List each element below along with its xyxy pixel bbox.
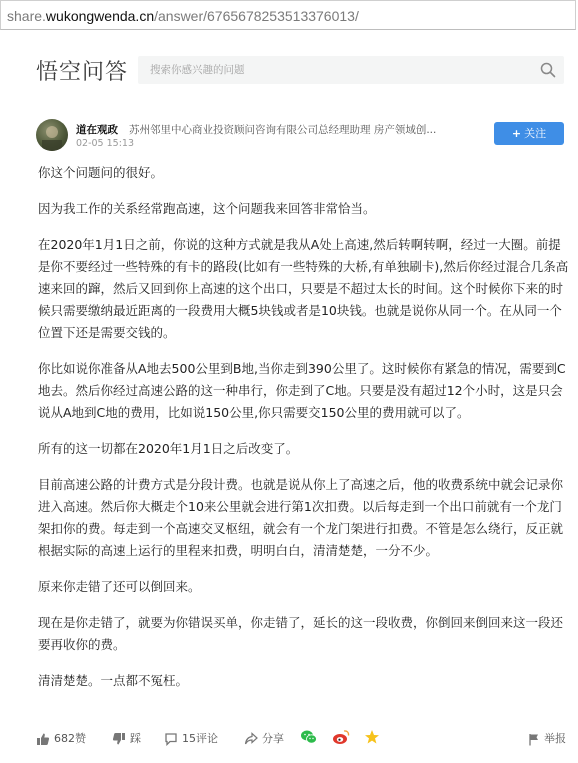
thumbs-down-icon xyxy=(112,732,126,746)
share-wechat-button[interactable] xyxy=(300,729,322,745)
report-label: 举报 xyxy=(544,732,566,745)
url-prefix: share. xyxy=(7,8,46,24)
author-title: 苏州邻里中心商业投资顾问咨询有限公司总经理助理 房产领域创... xyxy=(129,124,437,136)
action-bar xyxy=(36,729,566,749)
answer-paragraph: 你比如说你准备从A地去500公里到B地,当你走到390公里了。这时候你有紧急的情况，需要到C地去。然后你经过高速公路的这一种串行，你走到了C地。只要是没有超过12个小时，这是只会说从A地到C地的费用，比如说150公里,你只需要交150公里的费用就可以了。 xyxy=(38,361,566,420)
answer-paragraph: 目前高速公路的计费方式是分段计费。也就是说从你上了高速之后，他的收费系统中就会记录你进入高速。然后你大概走个10来公里就会进行第1次扣费。以后每走到一个出口前就有一个龙门架扣你的费。每走到一个高速交叉枢纽，就会有一个龙门架进行扣费。不管是怎么绕行，反正就根据实际的高速上运行的里程来扣费，明明白白，清清楚楚，一分不少。 xyxy=(38,477,564,558)
follow-button[interactable] xyxy=(494,122,564,145)
url-domain: wukongwenda.cn xyxy=(45,8,155,24)
share-icon xyxy=(244,732,258,746)
dislike-button[interactable] xyxy=(112,729,141,749)
share-label: 分享 xyxy=(262,732,284,745)
site-logo-text: 悟空问答 xyxy=(36,59,129,85)
qzone-star-icon xyxy=(364,729,380,745)
share-qzone-button[interactable] xyxy=(364,729,384,745)
answer-content xyxy=(38,162,570,706)
answer-paragraph: 所有的这一切都在2020年1月1日之后改变了。 xyxy=(38,441,299,456)
author-name[interactable]: 道在观政 xyxy=(76,124,118,136)
share-weibo-button[interactable] xyxy=(332,729,354,745)
comment-count: 15评论 xyxy=(182,732,218,745)
comment-button[interactable] xyxy=(164,729,218,749)
search-placeholder: 搜索你感兴趣的问题 xyxy=(150,64,245,76)
share-button[interactable] xyxy=(244,729,284,749)
comment-icon xyxy=(164,732,178,746)
report-button[interactable] xyxy=(528,729,566,749)
follow-label: 关注 xyxy=(524,127,547,140)
answer-paragraph: 现在是你走错了，就要为你错误买单，你走错了，延长的这一段收费，你倒回来倒回来这一段还要再收你的费。 xyxy=(38,615,564,652)
like-count: 682赞 xyxy=(54,732,86,745)
search-icon[interactable] xyxy=(540,62,556,78)
search-input[interactable] xyxy=(138,56,564,84)
url-path: /answer/6765678253513376013/ xyxy=(154,8,359,24)
post-date: 02-05 15:13 xyxy=(76,138,135,149)
wechat-icon xyxy=(300,729,318,745)
address-bar[interactable] xyxy=(0,0,576,30)
answer-paragraph: 清清楚楚。一点都不冤枉。 xyxy=(38,673,189,688)
author-avatar[interactable] xyxy=(36,119,68,151)
like-button[interactable] xyxy=(36,729,86,749)
weibo-icon xyxy=(332,729,350,745)
site-logo[interactable] xyxy=(36,55,128,85)
plus-icon: + xyxy=(511,127,522,140)
answer-paragraph: 原来你走错了还可以倒回来。 xyxy=(38,579,201,594)
thumbs-up-icon xyxy=(36,732,50,746)
answer-paragraph: 你这个问题问的很好。 xyxy=(38,165,164,180)
answer-paragraph: 在2020年1月1日之前，你说的这种方式就是我从A处上高速,然后转啊转啊，经过一大圈。前提是你不要经过一些特殊的有卡的路段(比如有一些特殊的大桥,有单独刷卡),然后你经过混合几条高速来回的蹿，然后又回到你上高速的这个出口，只要是不超过太长的时间。这个时候你下来的时候只需要缴纳最近距离的一段费用大概5块钱或者是10块钱。也就是说你从同一个。在从同一个位置下还是需要交钱的。 xyxy=(38,237,569,340)
dislike-label: 踩 xyxy=(130,732,141,745)
answer-paragraph: 因为我工作的关系经常跑高速，这个问题我来回答非常恰当。 xyxy=(38,201,376,216)
report-icon xyxy=(528,733,540,746)
